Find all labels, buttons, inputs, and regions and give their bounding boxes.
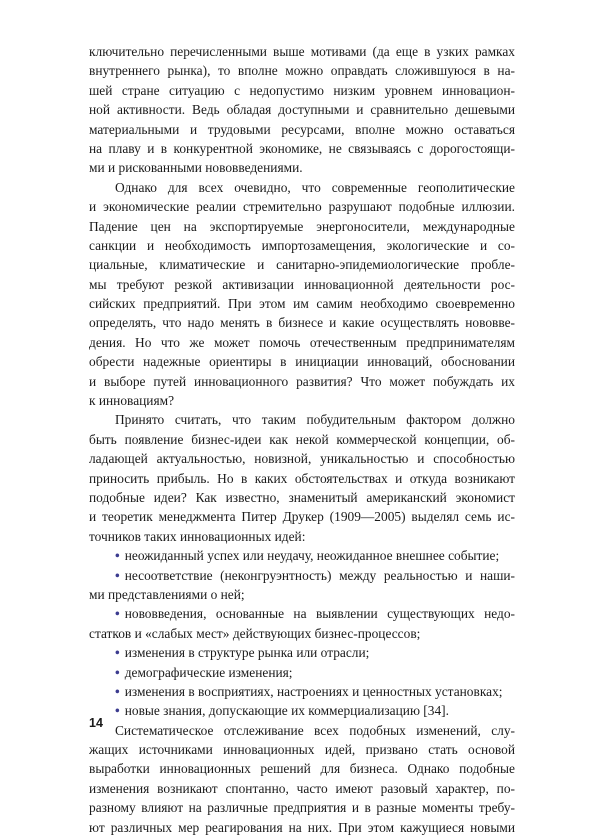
text-line: на плаву и в конкурентной экономике, не связываясь с дорогостоящи- — [89, 140, 515, 156]
text-line: санкции и необходимость импортозамещения, экологические и со- — [89, 237, 515, 253]
text-line: приносить прибыль. Но в каких обстоятельствах и откуда возникают — [89, 470, 515, 486]
list-item-text: демографические изменения; — [124, 664, 293, 680]
paragraph-1 — [89, 42, 515, 178]
text-line: Систематическое отслеживание всех подобных изменений, слу- — [115, 722, 515, 738]
list-item — [89, 701, 515, 720]
text-line: ключительно перечисленными выше мотивами (да еще в узких рамках — [89, 44, 515, 59]
paragraph-3 — [89, 410, 515, 546]
text-line: дения. Но что же может помочь отечественным предпринимателям — [89, 334, 515, 350]
list-item — [89, 546, 515, 565]
list-item-line — [89, 643, 515, 662]
text-line: Принято считать, что таким побудительным фактором должно — [115, 412, 515, 428]
list-item-line — [89, 566, 515, 585]
list-item — [89, 682, 515, 701]
paragraph-4 — [89, 721, 515, 837]
text-line: к инновациям? — [89, 393, 175, 409]
text-line: материальными и трудовыми ресурсами, вполне можно оставаться — [89, 121, 515, 137]
text-line: мы требуют резкой активизации инновационной деятельности рос- — [89, 276, 515, 292]
list-item-line — [89, 663, 515, 682]
list-item-line — [89, 701, 515, 720]
bullet-list — [89, 546, 515, 721]
text-line: изменения возникают спонтанно, часто имеют разовый характер, по- — [89, 780, 515, 796]
list-item-line — [89, 546, 515, 565]
text-line: шей стране ситуацию с недопустимо низким уровнем инновацион- — [89, 82, 515, 98]
text-line: разному влияют на различные предприятия и в разные моменты требу- — [89, 800, 515, 816]
text-line: жащих источниками инновационных идей, призвано стать основой — [89, 742, 515, 758]
bullet-icon: • — [115, 567, 120, 583]
list-item — [89, 566, 515, 605]
text-line: выработки инновационных решений для бизнеса. Однако подобные — [89, 761, 515, 777]
list-item-text: изменения в структуре рынка или отрасли; — [124, 645, 370, 661]
list-item-text: несоответствие (неконгруэнтность) между реальностью и наши- — [124, 567, 515, 583]
list-item-line — [89, 682, 515, 701]
bullet-icon: • — [115, 548, 120, 564]
bullet-icon: • — [115, 703, 120, 719]
list-item-line — [89, 604, 515, 623]
list-item — [89, 663, 515, 682]
text-line: ладающей актуальностью, новизной, уникальностью и способностью — [89, 451, 515, 467]
bullet-icon: • — [115, 683, 120, 699]
text-line: Падение цен на экспортируемые энергоносители, международные — [89, 218, 515, 234]
bullet-icon: • — [115, 664, 120, 680]
text-line: обрести надежные ориентиры в инициации инноваций, обосновании — [89, 354, 515, 370]
text-line: Однако для всех очевидно, что современные геополитические — [115, 179, 515, 195]
paragraph-2 — [89, 178, 515, 411]
list-item-text: новые знания, допускающие их коммерциализацию [34]. — [124, 703, 449, 719]
list-item — [89, 604, 515, 643]
text-line: точников таких инновационных идей: — [89, 528, 306, 544]
list-item — [89, 643, 515, 662]
bullet-icon: • — [115, 645, 120, 661]
text-line: сийских предприятий. При этом им самим необходимо своевременно — [89, 296, 515, 312]
text-line: внутреннего рынка), то вполне можно оправдать сложившуюся в на- — [89, 63, 515, 79]
text-line: и выборе путей инновационного развития? Что может побуждать их — [89, 373, 515, 389]
bullet-icon: • — [115, 606, 120, 622]
text-line: ми и рискованными нововведениями. — [89, 160, 303, 176]
text-line: и экономические реалии стремительно разрушают подобные иллюзии. — [89, 199, 515, 215]
list-item-text: изменения в восприятиях, настроениях и ценностных установках; — [124, 683, 503, 699]
text-line: подобные идеи? Как известно, знаменитый американский экономист — [89, 489, 515, 505]
list-item-text: нововведения, основанные на выявлении существующих недо- — [124, 606, 515, 622]
text-line: ют различных мер реагирования на них. При этом кажущиеся новыми — [89, 819, 515, 835]
body-text — [89, 42, 515, 837]
list-item-text: неожиданный успех или неудачу, неожиданное внешнее событие; — [124, 548, 500, 564]
text-line: быть появление бизнес-идеи как некой коммерческой концепции, об- — [89, 431, 515, 447]
text-line: определять, что надо менять в бизнесе и какие осуществлять нововве- — [89, 315, 515, 331]
list-item-line: ми представлениями о ней; — [89, 586, 245, 602]
list-item-line: статков и «слабых мест» действующих бизнес-процессов; — [89, 625, 421, 641]
text-line: циальные, климатические и санитарно-эпидемиологические пробле- — [89, 257, 515, 273]
text-line: и теоретик менеджмента Питер Друкер (1909—2005) выделял семь ис- — [89, 509, 515, 525]
text-line: ной активности. Ведь обладая доступными и сравнительно дешевыми — [89, 102, 515, 118]
page-number: 14 — [89, 716, 103, 730]
